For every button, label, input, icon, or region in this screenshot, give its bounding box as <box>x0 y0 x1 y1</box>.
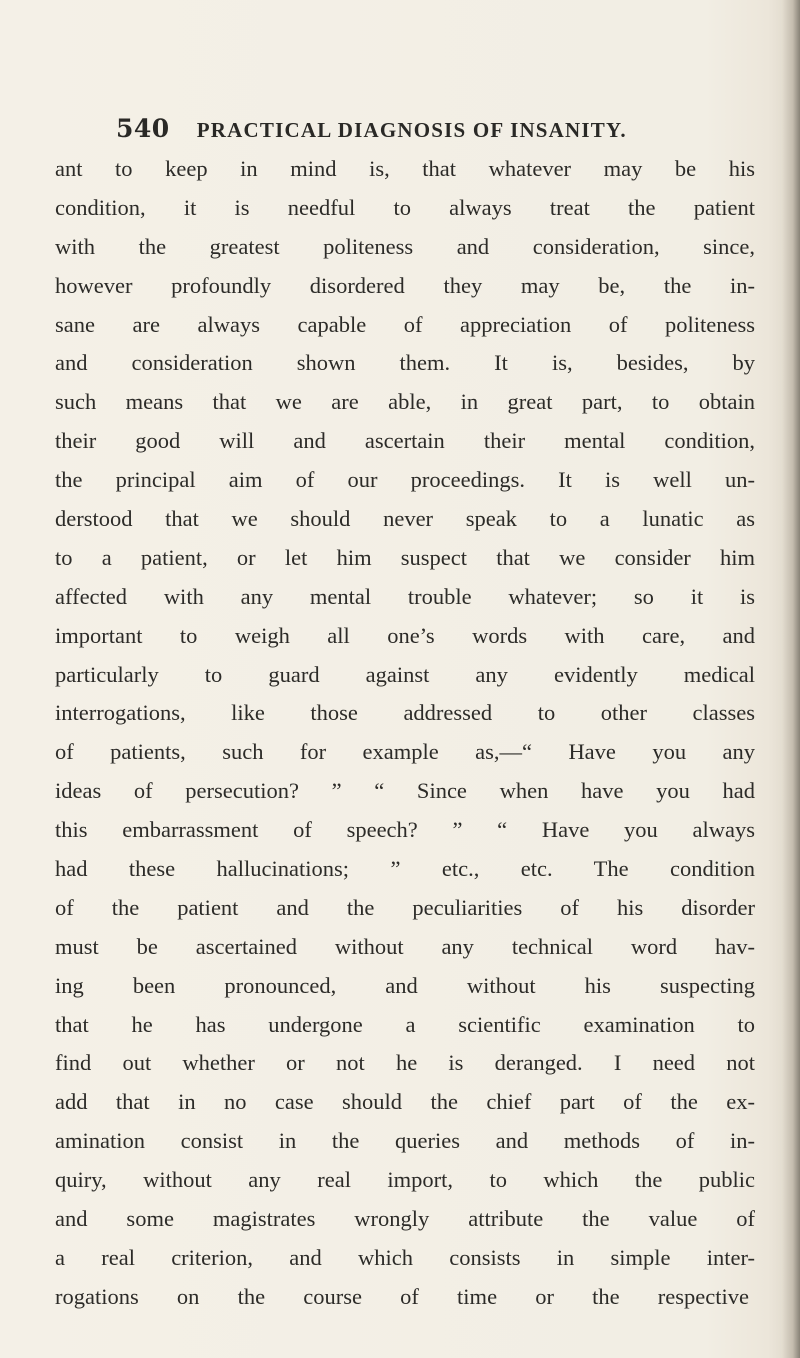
text-line: their good will and ascertain their mental condition, <box>55 428 755 454</box>
text-line: quiry, without any real import, to which the public <box>55 1167 755 1193</box>
text-line: of the patient and the peculiarities of his disorder <box>55 894 755 920</box>
text-line: that he has undergone a scientific examination to <box>55 1011 755 1037</box>
text-line: interrogations, like those addressed to other classes <box>55 700 755 726</box>
page-edge-shadow <box>782 0 800 1358</box>
running-title: PRACTICAL DIAGNOSIS OF INSANITY. <box>196 118 627 142</box>
text-line: sane are always capable of appreciation of politeness <box>55 311 755 337</box>
text-line: condition, it is needful to always treat the patient <box>55 194 755 220</box>
page-number: 540 <box>116 114 170 143</box>
text-line: a real criterion, and which consists in simple inter- <box>55 1244 755 1270</box>
text-line: to a patient, or let him suspect that we consider him <box>55 544 755 570</box>
body-text <box>55 150 755 1317</box>
text-line: with the greatest politeness and consideration, since, <box>55 233 755 259</box>
text-line: however profoundly disordered they may be, the in- <box>55 272 755 298</box>
text-line: amination consist in the queries and methods of in- <box>55 1128 755 1154</box>
text-line: and consideration shown them. It is, besides, by <box>55 350 755 376</box>
text-line: such means that we are able, in great part, to obtain <box>55 389 755 415</box>
text-line: the principal aim of our proceedings. It is well un- <box>55 467 755 493</box>
text-line: ing been pronounced, and without his suspecting <box>55 972 755 998</box>
text-line: rogations on the course of time or the respective <box>55 1283 749 1309</box>
text-line: of patients, such for example as,—“ Have you any <box>55 739 755 765</box>
text-line: this embarrassment of speech? ” “ Have you always <box>55 817 755 843</box>
text-line: particularly to guard against any evidently medical <box>55 661 755 687</box>
text-line: had these hallucinations; ” etc., etc. The condition <box>55 856 755 882</box>
text-line: must be ascertained without any technical word hav- <box>55 933 755 959</box>
text-line: important to weigh all one’s words with care, and <box>55 622 755 648</box>
text-line: ideas of persecution? ” “ Since when have you had <box>55 778 755 804</box>
text-line: and some magistrates wrongly attribute the value of <box>55 1206 755 1232</box>
text-line: add that in no case should the chief part of the ex- <box>55 1089 755 1115</box>
running-head <box>116 114 716 144</box>
text-line: derstood that we should never speak to a lunatic as <box>55 506 755 532</box>
text-line: ant to keep in mind is, that whatever may be his <box>55 156 755 181</box>
text-line: affected with any mental trouble whatever; so it is <box>55 583 755 609</box>
text-line: find out whether or not he is deranged. I need not <box>55 1050 755 1076</box>
